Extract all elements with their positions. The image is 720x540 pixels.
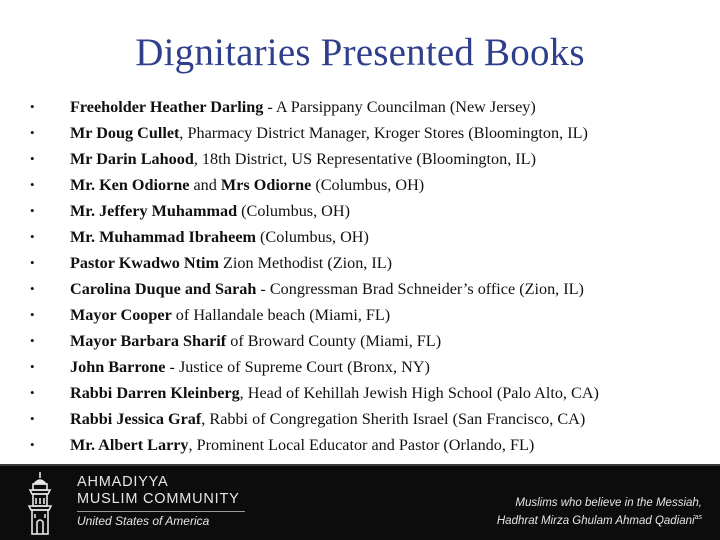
tagline-line2-text: Hadhrat Mirza Ghulam Ahmad Qadiani	[496, 514, 695, 527]
list-item-text	[70, 172, 424, 198]
bullet-icon: •	[30, 411, 35, 426]
dignitary-description: (Columbus, OH)	[237, 202, 350, 220]
bullet-icon: •	[30, 229, 35, 244]
dignitary-name: Pastor Kwadwo Ntim	[70, 254, 219, 272]
org-name-rule	[77, 511, 245, 512]
dignitary-name: Mayor Cooper	[70, 306, 172, 324]
dignitary-description: , Rabbi of Congregation Sherith Israel (San Francisco, CA)	[201, 410, 586, 428]
list-item-text	[70, 432, 534, 458]
dignitary-description: , Head of Kehillah Jewish High School (Palo Alto, CA)	[239, 384, 599, 402]
dignitary-description: of Hallandale beach (Miami, FL)	[171, 306, 391, 324]
tagline-line1: Muslims who believe in the Messiah,	[515, 497, 702, 509]
bullet-icon: •	[30, 151, 35, 166]
dignitary-description: , Pharmacy District Manager, Kroger Stores (Bloomington, IL)	[179, 124, 588, 142]
dignitary-description: of Broward County (Miami, FL)	[226, 332, 442, 350]
bullet-icon: •	[30, 125, 35, 140]
bullet-icon: •	[30, 437, 35, 452]
org-name-line1: AHMADIYYA	[77, 474, 169, 490]
list-item	[30, 276, 710, 302]
dignitary-description: (Columbus, OH)	[311, 176, 425, 194]
dignitary-name: Rabbi Jessica Graf	[70, 410, 202, 428]
org-name-line2: MUSLIM COMMUNITY	[77, 491, 240, 507]
dignitary-name: Mr. Albert Larry	[70, 436, 189, 454]
list-item-text	[70, 120, 588, 146]
tagline-superscript: as	[694, 514, 702, 521]
list-item-text	[70, 328, 441, 354]
dignitary-list	[30, 94, 710, 458]
list-item	[30, 354, 710, 380]
list-item	[30, 380, 710, 406]
list-item-text	[70, 224, 369, 250]
list-item-text	[70, 406, 585, 432]
list-item	[30, 146, 710, 172]
list-item-text	[70, 276, 584, 302]
tagline-line2	[497, 514, 702, 527]
bullet-icon: •	[30, 307, 35, 322]
dignitary-name: Freeholder Heather Darling	[70, 98, 264, 116]
dignitary-name: Mr Darin Lahood	[70, 150, 194, 168]
dignitary-name: Mr. Jeffery Muhammad	[70, 202, 238, 220]
bullet-icon: •	[30, 333, 35, 348]
list-item	[30, 224, 710, 250]
dignitary-name: Mayor Barbara Sharif	[70, 332, 227, 350]
list-item	[30, 406, 710, 432]
bullet-icon: •	[30, 281, 35, 296]
list-item	[30, 120, 710, 146]
dignitary-description: Zion Methodist (Zion, IL)	[218, 254, 393, 272]
list-item-text	[70, 302, 390, 328]
list-item	[30, 94, 710, 120]
org-country: United States of America	[77, 514, 210, 528]
dignitary-description: - Justice of Supreme Court (Bronx, NY)	[165, 358, 430, 376]
list-item-text	[70, 354, 430, 380]
dignitary-name: Mr. Ken Odiorne	[70, 176, 190, 194]
minaret-icon	[10, 468, 70, 538]
list-item	[30, 302, 710, 328]
list-item-text	[70, 94, 536, 120]
dignitary-name: Mrs Odiorne	[220, 176, 312, 194]
list-item	[30, 328, 710, 354]
dignitary-description: , Prominent Local Educator and Pastor (Orlando, FL)	[188, 436, 535, 454]
footer-banner	[0, 464, 720, 540]
dignitary-description: - A Parsippany Councilman (New Jersey)	[263, 98, 536, 116]
bullet-icon: •	[30, 385, 35, 400]
bullet-icon: •	[30, 177, 35, 192]
dignitary-name: Carolina Duque and Sarah	[70, 280, 257, 298]
bullet-icon: •	[30, 203, 35, 218]
list-item-text	[70, 146, 536, 172]
list-item-text	[70, 250, 392, 276]
bullet-icon: •	[30, 255, 35, 270]
bullet-icon: •	[30, 99, 35, 114]
list-item-text	[70, 198, 350, 224]
list-item	[30, 172, 710, 198]
list-item	[30, 432, 710, 458]
footer-divider	[0, 464, 720, 466]
dignitary-description: (Columbus, OH)	[256, 228, 369, 246]
bullet-icon: •	[30, 359, 35, 374]
dignitary-name: Rabbi Darren Kleinberg	[70, 384, 240, 402]
list-item	[30, 250, 710, 276]
dignitary-description: - Congressman Brad Schneider’s office (Zion, IL)	[256, 280, 584, 298]
list-item-connector: and	[189, 176, 221, 194]
list-item-text	[70, 380, 599, 406]
dignitary-name: Mr. Muhammad Ibraheem	[70, 228, 256, 246]
dignitary-description: , 18th District, US Representative (Bloomington, IL)	[193, 150, 536, 168]
list-item	[30, 198, 710, 224]
dignitary-name: John Barrone	[70, 358, 166, 376]
dignitary-name: Mr Doug Cullet	[70, 124, 180, 142]
slide-title: Dignitaries Presented Books	[135, 31, 585, 74]
